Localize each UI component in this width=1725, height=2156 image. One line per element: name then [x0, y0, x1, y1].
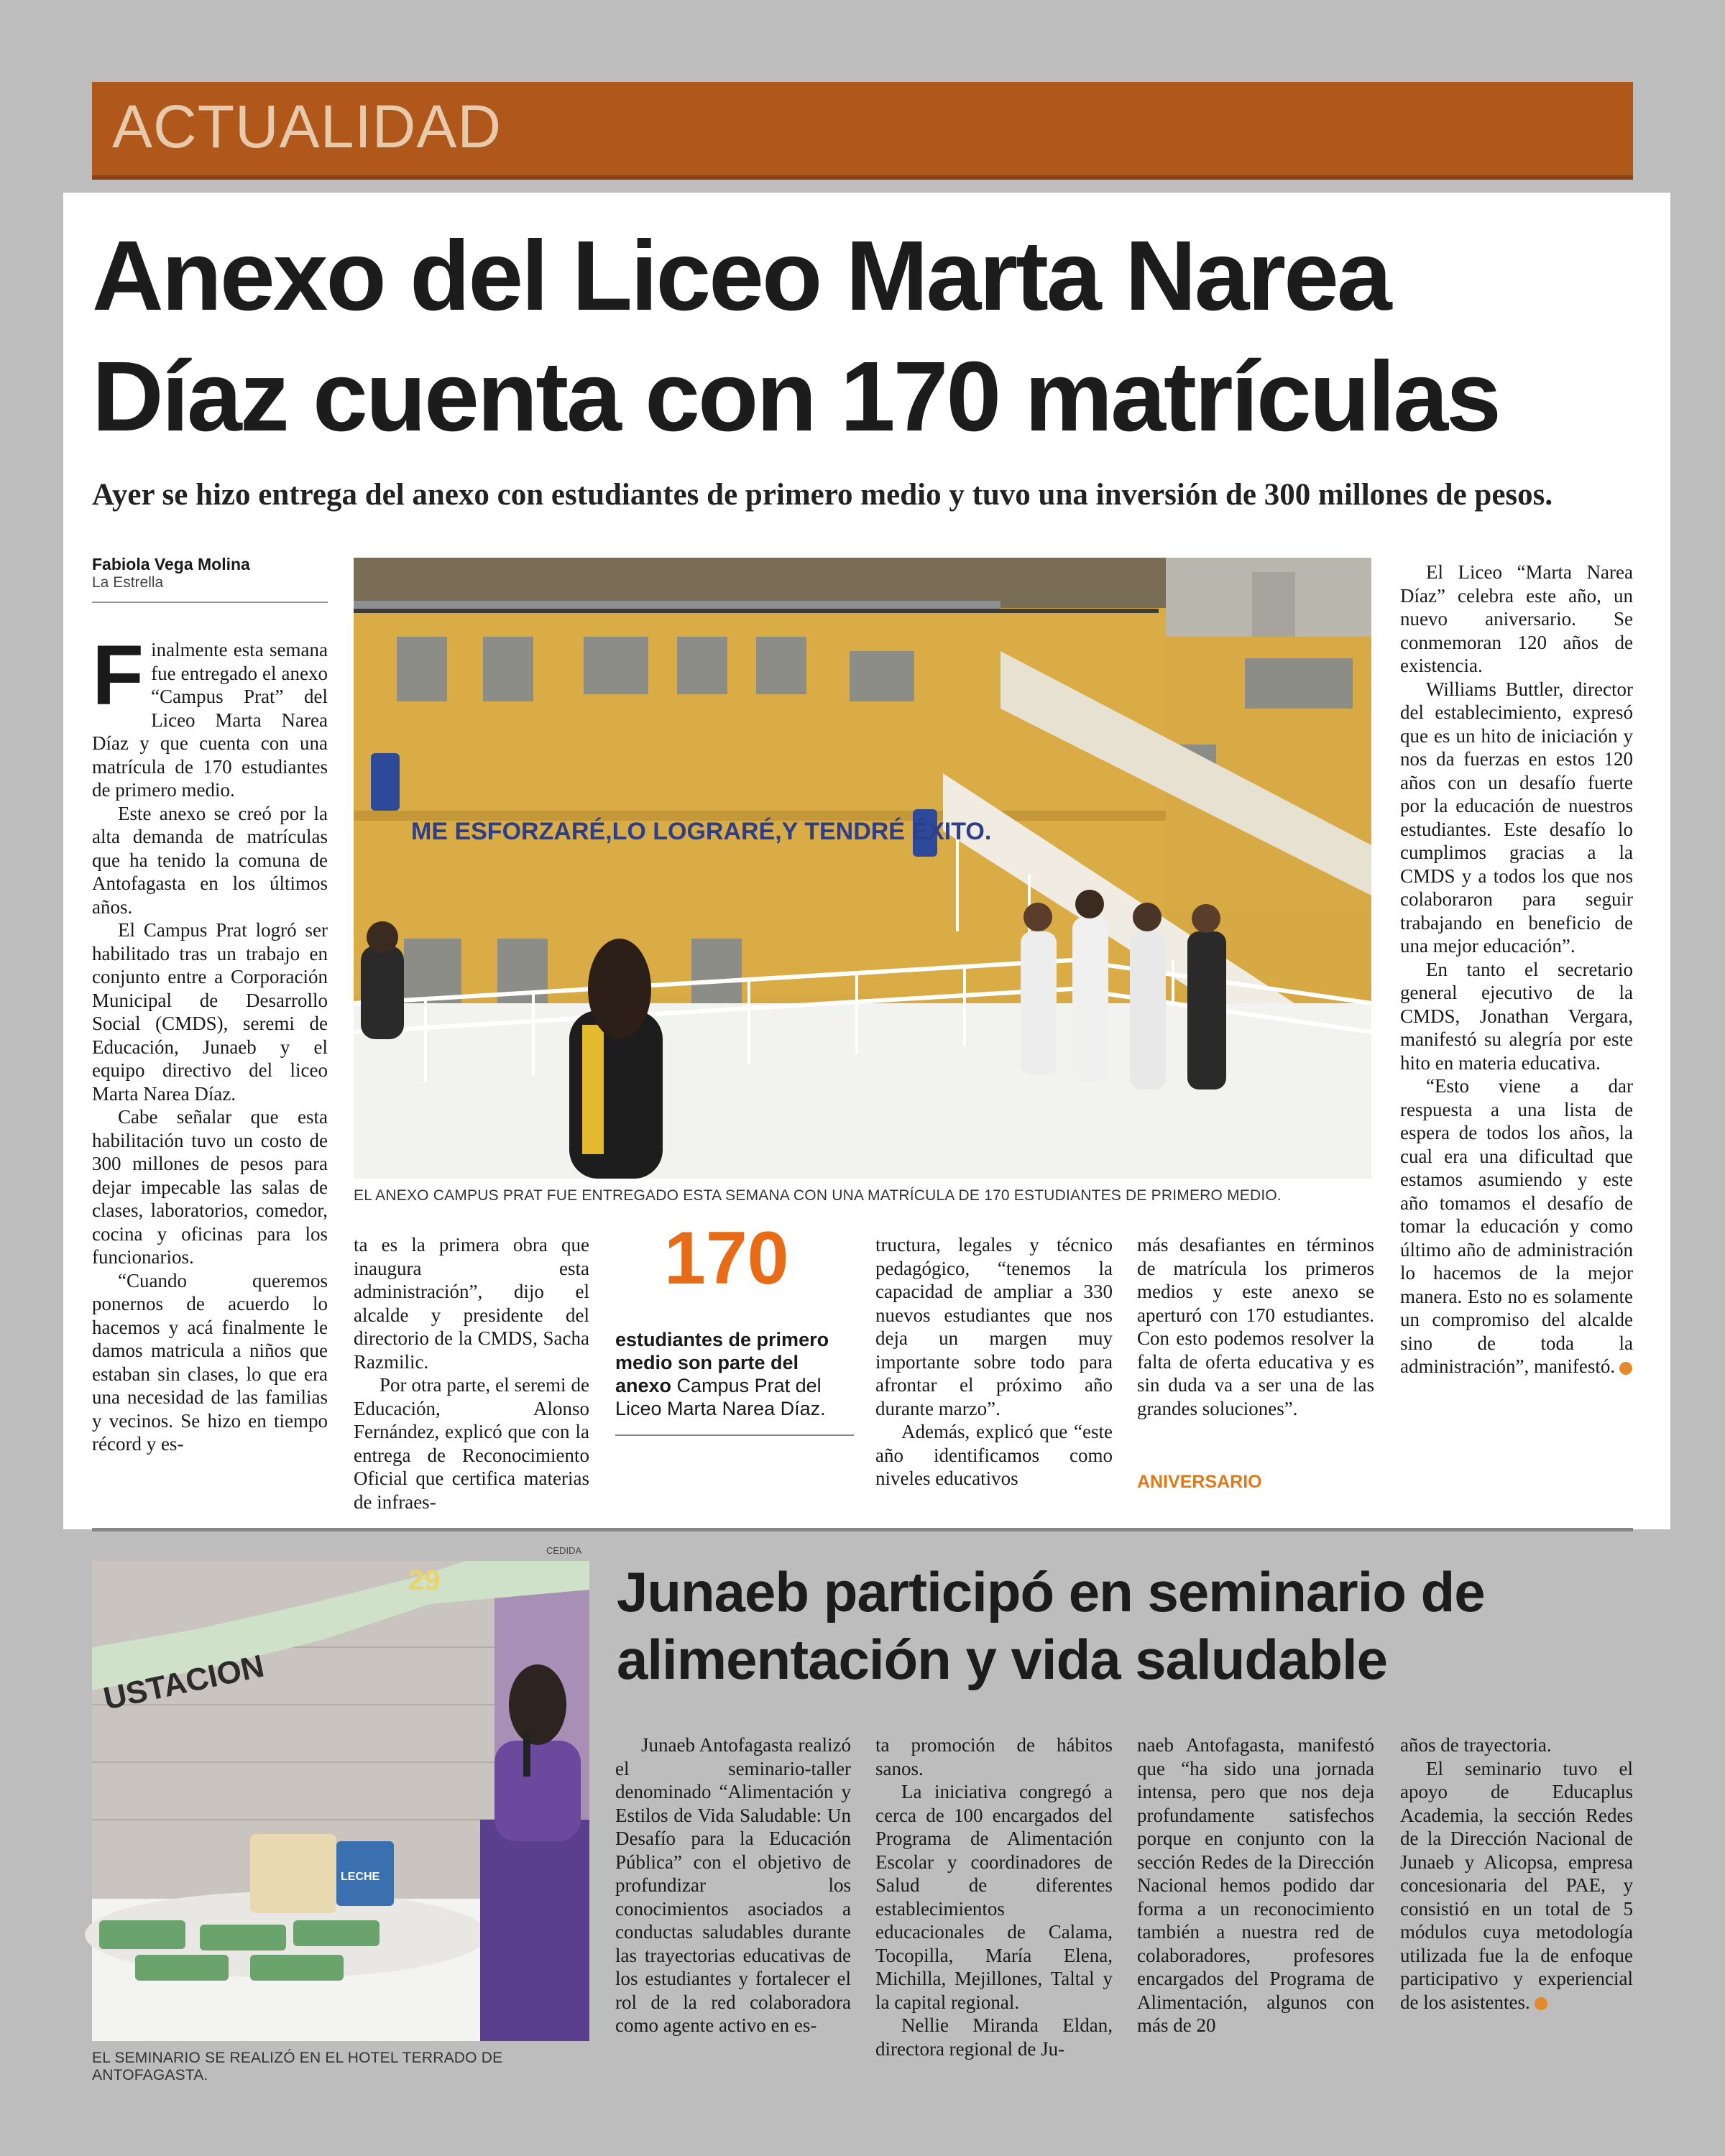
second-headline-line-2: alimentación y vida saludable	[617, 1628, 1388, 1691]
article-paragraph: Por otra parte, el seremi de Educación, Alonso Fernández, explicó que con la entrega de Reconocimiento Oficial que certifica materias de infraes-	[354, 1374, 589, 1513]
box-label: LECHE	[341, 1871, 380, 1883]
stat-number: 170	[664, 1217, 789, 1300]
article-column-4	[1137, 1233, 1374, 1449]
second-column-4	[1400, 1733, 1633, 2071]
article-divider	[92, 1528, 1633, 1531]
article-paragraph: Williams Buttler, director del establecimiento, expresó que es un hito de iniciación y nos da fuerzas en estos 120 años con un desafío fuerte por la educación de nuestros estudiantes. Este desafío lo cumplimos gracias a la CMDS y a todos los que nos colaboraron para seguir trabajando en beneficio de una mejor educación”.	[1400, 678, 1633, 957]
article-paragraph: naeb Antofagasta, manifestó que “ha sido una jornada intensa, pero que nos deja profundamente satisfechos porque en conjunto con la sección Redes de la Dirección Nacional hemos podido dar forma a un reconocimiento también a nuestra red de colaboradores, profesores encargados del Programa de Alimentación, algunos con más de 20	[1137, 1734, 1374, 2036]
article-paragraph: ta promoción de hábitos sanos.	[875, 1734, 1113, 1779]
second-column-3	[1137, 1733, 1374, 2071]
end-mark-icon	[1535, 1997, 1547, 2010]
article-paragraph: Cabe señalar que esta habilitación tuvo un costo de 300 millones de pesos para dejar impecable las salas de clases, laboratorios, comedor, cocina y oficinas para los funcionarios.	[92, 1106, 328, 1268]
article-paragraph: ta es la primera obra que inaugura esta administración”, dijo el alcalde y presidente del directorio de la CMDS, Sacha Razmilic.	[354, 1234, 589, 1373]
headline-line-2: Díaz cuenta con 170 matrículas	[92, 341, 1499, 452]
article-paragraph: Este anexo se creó por la alta demanda de matrículas que ha tenido la comuna de Antofagasta en los últimos años.	[92, 802, 328, 918]
seminar-photo	[92, 1561, 589, 2041]
article-column-2	[354, 1233, 589, 1513]
article-headline	[92, 216, 1644, 457]
wall-slogan: ME ESFORZARÉ,LO LOGRARÉ,Y TENDRÉ ÉXITO.	[411, 818, 992, 845]
sidebar-kicker: ANIVERSARIO	[1137, 1472, 1262, 1492]
photo-credit: CEDIDA	[546, 1545, 582, 1556]
article-paragraph: Nellie Miranda Eldan, directora regional de Ju-	[875, 2014, 1113, 2060]
banner-text: USTACION	[100, 1648, 267, 1717]
article-lead-text: inalmente esta semana fue entregado el anexo “Campus Prat” del Liceo Marta Narea Díaz y que cuenta con una matrícula de 170 estudiantes de primero medio.	[92, 639, 328, 801]
article-subhead: Ayer se hizo entrega del anexo con estudiantes de primero medio y tuvo una inversión de 300 millones de pesos.	[92, 478, 1553, 512]
article-column-1	[92, 628, 328, 1501]
seminar-caption: EL SEMINARIO SE REALIZÓ EN EL HOTEL TERRADO DE ANTOFAGASTA.	[92, 2050, 503, 2083]
school-building-illustration	[354, 558, 1371, 1179]
section-label: ACTUALIDAD	[112, 93, 502, 160]
article-paragraph: El seminario tuvo el apoyo de Educaplus Academia, la sección Redes de la Dirección Nacional de Junaeb y Alicopsa, empresa concesionaria del PAE, y consistió en un total de 5 módulos cuya metodología utilizada fue la de enfoque participativo y experiencial de los asistentes.	[1400, 1757, 1633, 2013]
article-paragraph: más desafiantes en términos de matrícula los primeros medios y este anexo se aperturó con 170 estudiantes. Con esto podemos resolver la falta de oferta educativa y es sin duda va a ser una de las grandes soluciones”.	[1137, 1234, 1374, 1419]
end-mark-icon	[1619, 1362, 1632, 1375]
photo-caption: EL ANEXO CAMPUS PRAT FUE ENTREGADO ESTA SEMANA CON UNA MATRÍCULA DE 170 ESTUDIANTES DE PRIMERO MEDIO.	[354, 1187, 1282, 1204]
article-paragraph: El Liceo “Marta Narea Díaz” celebra este año, un nuevo aniversario. Se conmemoran 120 años de existencia.	[1400, 561, 1633, 676]
article-paragraph: tructura, legales y técnico pedagógico, “tenemos la capacidad de ampliar a 330 nuevos estudiantes que nos deja un margen muy importante sobre todo para afrontar el próximo año durante marzo”.	[875, 1234, 1113, 1419]
seminar-illustration	[92, 1561, 589, 2041]
byline	[92, 555, 328, 603]
article-paragraph: La iniciativa congregó a cerca de 100 encargados del Programa de Alimentación Escolar y coordinadores de Salud de diferentes establecimientos educacionales de Calama, Tocopilla, María Elena, Michilla, Mejillones, Taltal y la capital regional.	[875, 1781, 1113, 2013]
article-paragraph: En tanto el secretario general ejecutivo de la CMDS, Jonathan Vergara, manifestó su alegría por este hito en materia educativa.	[1400, 958, 1633, 1074]
article-paragraph: “Esto viene a dar respuesta a una lista de espera de todos los años, la cual era una dificultad que estamos asumiendo y este año tomamos el desafío de tomar la educación y como último año de administración lo hacemos de la mejor manera. Esto no es solamente un compromiso del alcalde sino de toda la administración”, manifestó.	[1400, 1075, 1633, 1377]
author-org: La Estrella	[92, 574, 164, 591]
stat-rest-text: Campus Prat del Liceo Marta Narea Díaz.	[615, 1375, 826, 1419]
second-column-2	[875, 1733, 1113, 2071]
second-column-1	[615, 1733, 851, 2071]
headline-line-1: Anexo del Liceo Marta Narea	[92, 221, 1390, 331]
article-paragraph: Junaeb Antofagasta realizó el seminario-taller denominado “Alimentación y Estilos de Vida Saludable: Un Desafío para la Educación Pública” con el objetivo de profundizar los conocimientos asociados a conductas saludables durante las trayectorias educativas de los estudiantes y fortalecer el rol de la red colaboradora como agente activo en es-	[615, 1734, 851, 2036]
school-crest-icon	[371, 753, 400, 811]
second-headline	[617, 1558, 1637, 1693]
second-headline-line-1: Junaeb participó en seminario de	[617, 1560, 1485, 1623]
article-column-5	[1400, 561, 1633, 1480]
banner-number: 29	[408, 1565, 441, 1596]
article-paragraph: Además, explicó que “este año identificamos como niveles educativos	[875, 1421, 1113, 1489]
stat-description	[615, 1328, 854, 1436]
article-paragraph: El Campus Prat logró ser habilitado tras un trabajo en conjunto entre a Corporación Municipal de Desarrollo Social (CMDS), seremi de Educación, Junaeb y el equipo directivo del liceo Marta Narea Díaz.	[92, 919, 328, 1105]
author-name: Fabiola Vega Molina	[92, 555, 250, 573]
article-paragraph: años de trayectoria.	[1400, 1734, 1552, 1756]
drop-cap: F	[92, 628, 144, 723]
stat-bold-text: estudiantes de primero medio son parte del anexo	[615, 1329, 829, 1396]
main-photo	[354, 558, 1371, 1179]
article-paragraph: “Cuando queremos ponernos de acuerdo lo hacemos y acá finalmente le damos matricula a niños que estaban sin clases, lo que era una necesidad de las familias y vecinos. Se hizo en tiempo récord y es-	[92, 1269, 328, 1455]
article-column-3	[875, 1233, 1113, 1492]
